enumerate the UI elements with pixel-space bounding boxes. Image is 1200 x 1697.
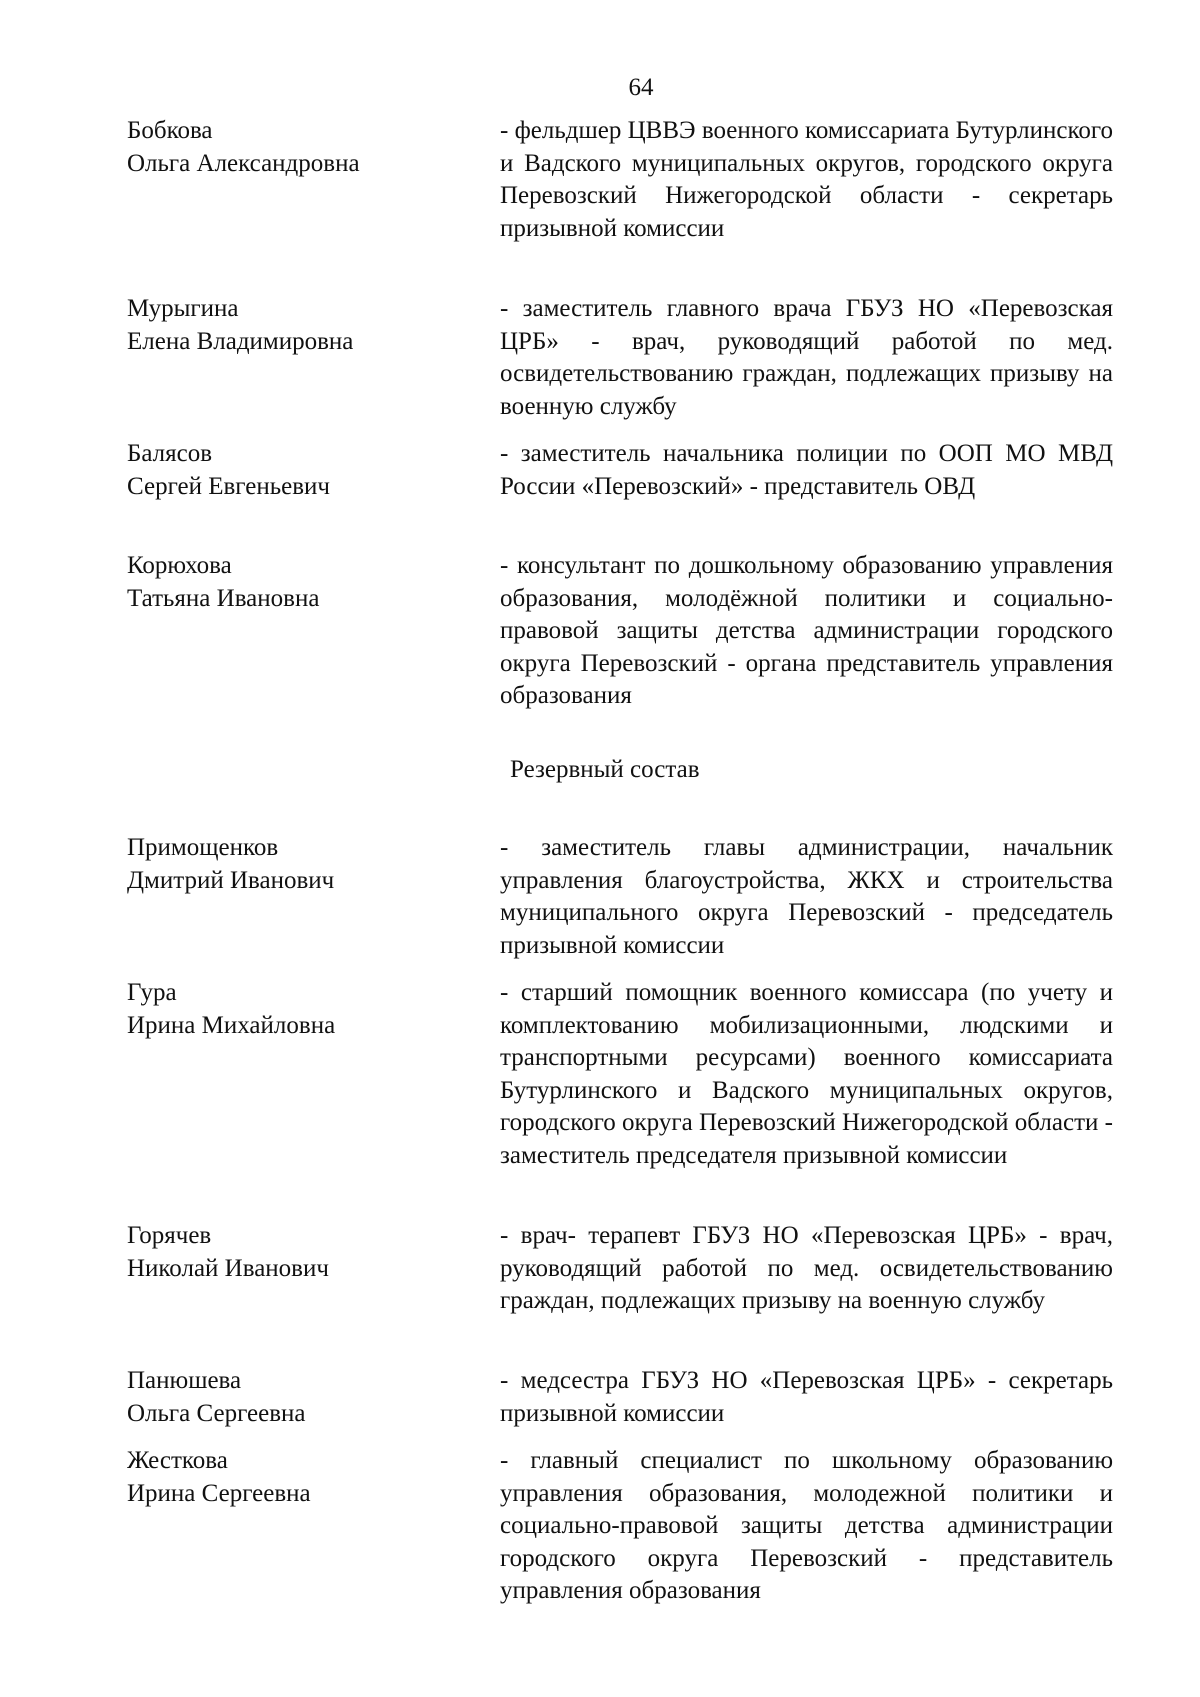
member-name bbox=[127, 550, 487, 615]
member-surname: Мурыгина bbox=[127, 295, 239, 322]
member-name bbox=[127, 1365, 487, 1430]
member-role: - заместитель главного врача ГБУЗ НО «Перевозская ЦРБ» - врач, руководящий работой по мед. освидетельствованию граждан, подлежащих призыву на военную службу bbox=[500, 295, 1113, 420]
member-role: - консультант по дошкольному образованию управления образования, молодёжной политики и социально-правовой защиты детства администрации городского округа Перевозский - органа представитель управления образования bbox=[500, 552, 1113, 709]
member-surname: Балясов bbox=[127, 440, 213, 467]
member-name bbox=[127, 438, 487, 503]
member-name bbox=[127, 832, 487, 897]
member-given-names: Дмитрий Иванович bbox=[127, 866, 335, 894]
member-name bbox=[127, 293, 487, 358]
member-role: - старший помощник военного комиссара (по учету и комплектованию мобилизационными, людскими и транспортными ресурсами) военного комиссариата Бутурлинского и Вадского муниципальных округов, городского округа Перевозский Нижегородской области - заместитель председателя призывной комиссии bbox=[500, 979, 1113, 1169]
member-given-names: Ольга Сергеевна bbox=[127, 1399, 306, 1427]
member-role: - заместитель начальника полиции по ООП МО МВД России «Перевозский» - представитель ОВД bbox=[500, 440, 1113, 500]
member-surname: Панюшева bbox=[127, 1367, 242, 1394]
member-given-names: Татьяна Ивановна bbox=[127, 584, 320, 612]
reserve-section-title: Резервный состав bbox=[510, 756, 700, 783]
member-given-names: Николай Иванович bbox=[127, 1254, 329, 1282]
member-given-names: Елена Владимировна bbox=[127, 327, 354, 355]
member-given-names: Сергей Евгеньевич bbox=[127, 472, 330, 500]
member-role: - врач- терапевт ГБУЗ НО «Перевозская ЦРБ» - врач, руководящий работой по мед. освидетельствованию граждан, подлежащих призыву на военную службу bbox=[500, 1222, 1113, 1314]
member-name bbox=[127, 115, 487, 180]
member-surname: Корюхова bbox=[127, 552, 232, 579]
member-surname: Горячев bbox=[127, 1222, 212, 1249]
member-given-names: Ирина Сергеевна bbox=[127, 1479, 311, 1507]
member-name bbox=[127, 977, 487, 1042]
member-role: - заместитель главы администрации, начальник управления благоустройства, ЖКХ и строительства муниципального округа Перевозский - председатель призывной комиссии bbox=[500, 834, 1113, 959]
page-number: 64 bbox=[628, 74, 654, 101]
member-surname: Гура bbox=[127, 979, 177, 1006]
member-role: - медсестра ГБУЗ НО «Перевозская ЦРБ» - секретарь призывной комиссии bbox=[500, 1367, 1113, 1427]
member-name bbox=[127, 1445, 487, 1510]
member-given-names: Ирина Михайловна bbox=[127, 1011, 336, 1039]
member-surname: Бобкова bbox=[127, 117, 213, 144]
member-role: - главный специалист по школьному образованию управления образования, молодежной политики и социально-правовой защиты детства администрации городского округа Перевозский - представитель управления образования bbox=[500, 1447, 1113, 1604]
member-surname: Жесткова bbox=[127, 1447, 228, 1474]
member-role: - фельдшер ЦВВЭ военного комиссариата Бутурлинского и Вадского муниципальных округов, городского округа Перевозский Нижегородской области - секретарь призывной комиссии bbox=[500, 117, 1113, 242]
member-given-names: Ольга Александровна bbox=[127, 149, 360, 177]
member-surname: Примощенков bbox=[127, 834, 279, 861]
member-name bbox=[127, 1220, 487, 1285]
